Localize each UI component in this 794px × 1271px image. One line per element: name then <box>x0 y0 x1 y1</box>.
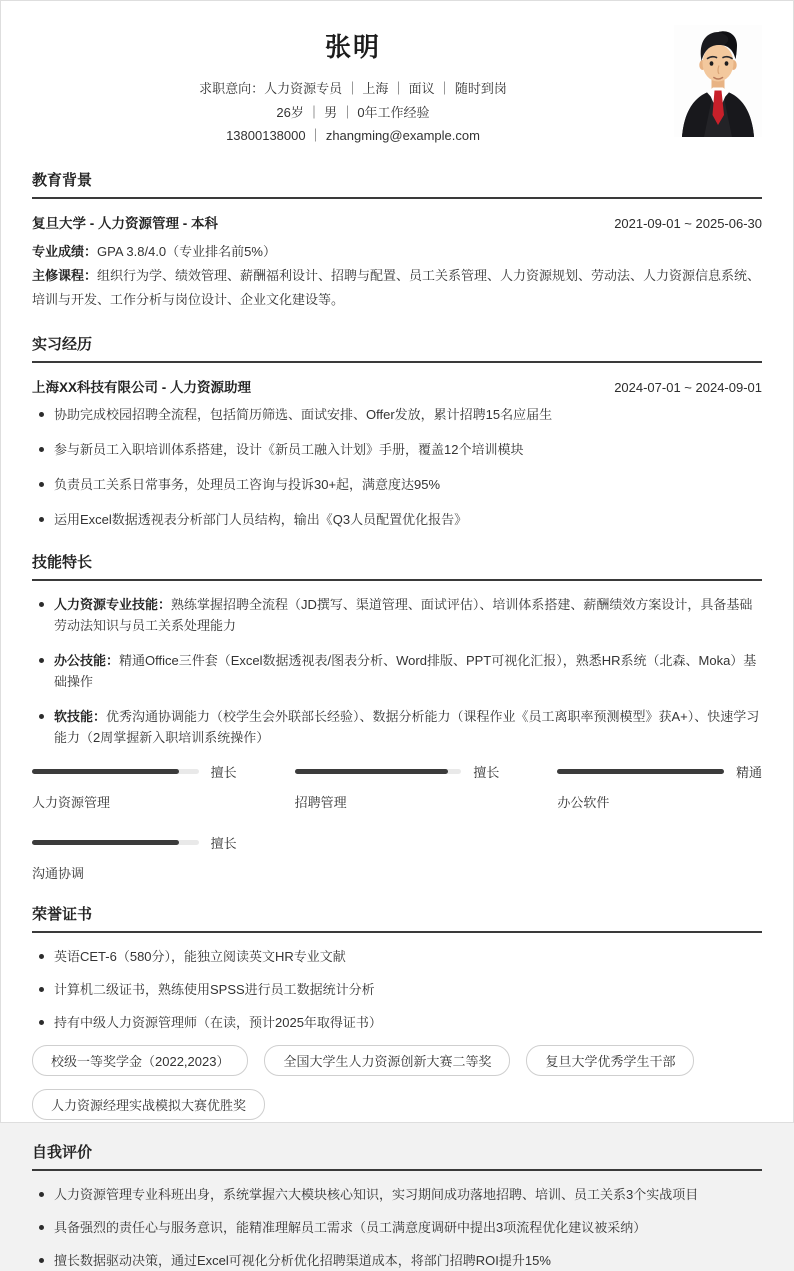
education-courses-line <box>32 264 762 312</box>
honor-tag: 复旦大学优秀学生干部 <box>526 1045 694 1076</box>
skill-level-label: 擅长 <box>210 764 237 780</box>
bullet-lead-label: 软技能： <box>54 708 107 724</box>
section-skills <box>32 551 762 882</box>
skill-name: 沟通协调 <box>32 865 85 881</box>
internship-bullet: 参与新员工入职培训体系搭建，设计《新员工融入计划》手册，覆盖12个培训模块 <box>32 439 762 460</box>
self-evaluation-bullet: 具备强烈的责任心与服务意识，能精准理解员工需求（员工满意度调研中提出3项流程优化建议被采纳） <box>32 1217 762 1238</box>
contact-line: 13800138000 ｜ zhangming@example.com <box>226 128 480 143</box>
bullet-lead-label: 人力资源专业技能： <box>54 596 172 612</box>
section-self-evaluation <box>32 1141 762 1271</box>
section-title-internship: 实习经历 <box>32 333 762 363</box>
gpa-label: 专业成绩： <box>32 243 98 259</box>
skill-name: 人力资源管理 <box>32 794 111 810</box>
skill-bar-track <box>32 769 199 774</box>
skill-bullet: 办公技能：精通Office三件套（Excel数据透视表/图表分析、Word排版、PPT可视化汇报），熟悉HR系统（北森、Moka）基础操作 <box>32 650 762 692</box>
self-evaluation-bullet-list <box>32 1184 762 1271</box>
skill-bar-fill <box>295 769 448 774</box>
section-title-education: 教育背景 <box>32 169 762 199</box>
internship-company-role: 上海XX科技有限公司 - 人力资源助理 <box>32 379 252 395</box>
skill-bar-fill <box>557 769 724 774</box>
honors-bullet-list <box>32 946 762 1033</box>
gpa-value: GPA 3.8/4.0（专业排名前5%） <box>97 243 276 259</box>
skill-level-label: 精通 <box>735 764 762 780</box>
section-title-honors: 荣誉证书 <box>32 903 762 933</box>
internship-bullet: 负责员工关系日常事务，处理员工咨询与投诉30+起，满意度达95% <box>32 474 762 495</box>
skill-level-label: 擅长 <box>473 764 500 780</box>
section-title-skills: 技能特长 <box>32 551 762 581</box>
internship-date-range: 2024-07-01 ~ 2024-09-01 <box>614 379 762 395</box>
internship-bullet: 运用Excel数据透视表分析部门人员结构，输出《Q3人员配置优化报告》 <box>32 509 762 530</box>
skill-bar-track <box>295 769 462 774</box>
honor-tag: 全国大学生人力资源创新大赛二等奖 <box>264 1045 510 1076</box>
self-evaluation-bullet: 擅长数据驱动决策，通过Excel可视化分析优化招聘渠道成本，将部门招聘ROI提升15% <box>32 1250 762 1271</box>
skill-bar-fill <box>32 769 179 774</box>
internship-bullet: 协助完成校园招聘全流程，包括简历筛选、面试安排、Offer发放，累计招聘15名应届生 <box>32 404 762 425</box>
education-gpa-line <box>32 240 762 264</box>
basic-info-line: 26岁 ｜ 男 ｜ 0年工作经验 <box>276 104 430 120</box>
section-internship <box>32 333 762 530</box>
avatar-illustration <box>674 25 762 137</box>
candidate-name: 张明 <box>324 32 381 62</box>
internship-bullet-list <box>32 404 762 530</box>
honor-tag: 人力资源经理实战模拟大赛优胜奖 <box>32 1089 265 1120</box>
skill-bar-fill <box>32 840 179 845</box>
job-intention-line: 求职意向：人力资源专员 ｜ 上海 ｜ 面议 ｜ 随时到岗 <box>199 81 507 96</box>
honor-tag-list <box>32 1045 762 1120</box>
resume-header <box>32 21 762 148</box>
section-title-self-evaluation: 自我评价 <box>32 1141 762 1171</box>
skills-bullet-list <box>32 594 762 748</box>
skill-bar-item <box>32 762 237 811</box>
education-school-degree: 复旦大学 - 人力资源管理 - 本科 <box>32 215 218 231</box>
honor-bullet: 计算机二级证书，熟练使用SPSS进行员工数据统计分析 <box>32 979 762 1000</box>
skill-bar-item <box>557 762 762 811</box>
header-text-block <box>32 21 674 148</box>
section-honors <box>32 903 762 1120</box>
honor-bullet: 持有中级人力资源管理师（在读，预计2025年取得证书） <box>32 1012 762 1033</box>
skill-bar-item <box>32 833 237 882</box>
skill-bar-item <box>295 762 500 811</box>
skill-bar-track <box>557 769 724 774</box>
skill-bullet: 软技能：优秀沟通协调能力（校学生会外联部长经验）、数据分析能力（课程作业《员工离职率预测模型》获A+）、快速学习能力（2周掌握新入职培训系统操作） <box>32 706 762 748</box>
courses-value: 组织行为学、绩效管理、薪酬福利设计、招聘与配置、员工关系管理、人力资源规划、劳动法、人力资源信息系统、培训与开发、工作分析与岗位设计、企业文化建设等。 <box>32 267 761 307</box>
profile-photo <box>674 25 762 137</box>
skill-bar-track <box>32 840 199 845</box>
bullet-lead-label: 办公技能： <box>54 652 120 668</box>
self-evaluation-bullet: 人力资源管理专业科班出身，系统掌握六大模块核心知识，实习期间成功落地招聘、培训、员工关系3个实战项目 <box>32 1184 762 1205</box>
skill-bullet: 人力资源专业技能：熟练掌握招聘全流程（JD撰写、渠道管理、面试评估）、培训体系搭建、薪酬绩效方案设计，具备基础劳动法知识与员工关系处理能力 <box>32 594 762 636</box>
honor-tag: 校级一等奖学金（2022,2023） <box>32 1045 248 1076</box>
skill-name: 招聘管理 <box>294 794 347 810</box>
courses-label: 主修课程： <box>32 267 98 283</box>
section-education <box>32 169 762 312</box>
skill-name: 办公软件 <box>557 794 610 810</box>
skill-level-label: 擅长 <box>210 835 237 851</box>
honor-bullet: 英语CET-6（580分），能独立阅读英文HR专业文献 <box>32 946 762 967</box>
skill-bars <box>32 762 762 882</box>
education-date-range: 2021-09-01 ~ 2025-06-30 <box>614 215 762 231</box>
